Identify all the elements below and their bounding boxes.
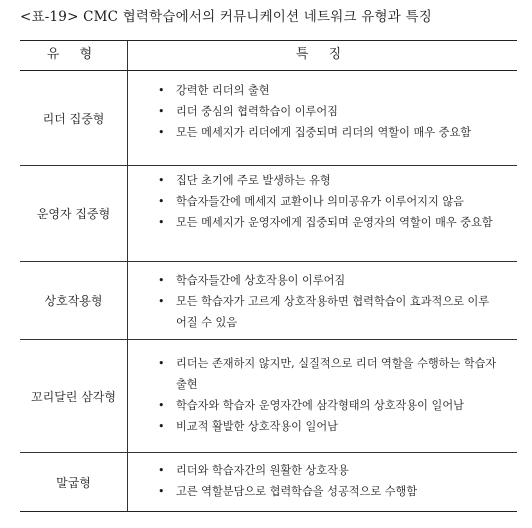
table-row [20, 453, 517, 511]
bullet-icon: • [158, 464, 165, 477]
network-types-table [20, 40, 517, 512]
feature-cell [128, 166, 517, 261]
bullet-icon: • [158, 126, 165, 139]
type-cell: 상호작용형 [44, 294, 103, 308]
feature-cell [128, 262, 517, 339]
feature-item: • 고른 역할분담으로 협력학습을 성공적으로 수행함 [158, 481, 507, 502]
header-feature: 특 징 [295, 47, 350, 62]
bullet-icon: • [158, 195, 165, 208]
feature-item: • 리더 중심의 협력학습이 이루어짐 [158, 101, 507, 122]
feature-cell [128, 340, 517, 452]
table-header [20, 41, 517, 71]
bullet-icon: • [158, 84, 165, 97]
bullet-icon: • [158, 485, 165, 498]
feature-cell [128, 71, 517, 165]
feature-item: • 비교적 활발한 상호작용이 일어남 [158, 416, 501, 437]
feature-item: • 리더와 학습자간의 원활한 상호작용 [158, 460, 507, 481]
bullet-icon: • [158, 399, 165, 412]
feature-item: • 강력한 리더의 출현 [158, 80, 507, 101]
bullet-icon: • [158, 216, 165, 229]
feature-item: • 학습자와 학습자 운영자간에 삼각형태의 상호작용이 일어남 [158, 395, 501, 416]
feature-item: • 리더는 존재하지 않지만, 실질적으로 리더 역할을 수행하는 학습자 출현 [158, 353, 501, 395]
bullet-icon: • [158, 174, 165, 187]
feature-item: • 학습자들간에 상호작용이 이루어짐 [158, 270, 493, 291]
bullet-icon: • [158, 105, 165, 118]
feature-cell [128, 453, 517, 511]
type-cell: 말굽형 [56, 475, 91, 490]
feature-item: • 집단 초기에 주로 발생하는 유형 [158, 170, 501, 191]
bullet-icon: • [158, 420, 165, 433]
bullet-icon: • [158, 357, 165, 370]
type-cell: 꼬리달린 삼각형 [31, 389, 116, 404]
bullet-icon: • [158, 274, 165, 287]
type-cell: 운영자 집중형 [36, 207, 111, 221]
table-row [20, 262, 517, 340]
table-row [20, 340, 517, 453]
table-caption: <표-19> CMC 협력학습에서의 커뮤니케이션 네트워크 유형과 특징 [20, 9, 432, 25]
table-row [20, 71, 517, 166]
type-cell: 리더 집중형 [42, 111, 105, 126]
header-type: 유 형 [46, 47, 101, 62]
table-row [20, 166, 517, 262]
bullet-icon: • [158, 295, 165, 308]
feature-item: • 모든 학습자가 고르게 상호작용하면 협력학습이 효과적으로 이루어질 수 있음 [158, 291, 493, 333]
feature-item: • 학습자들간에 메세지 교환이나 의미공유가 이루어지지 않음 [158, 191, 501, 212]
feature-item: • 모든 메세지가 운영자에게 집중되며 운영자의 역할이 매우 중요함 [158, 212, 501, 233]
feature-item: • 모든 메세지가 리더에게 집중되며 리더의 역할이 매우 중요함 [158, 122, 507, 143]
